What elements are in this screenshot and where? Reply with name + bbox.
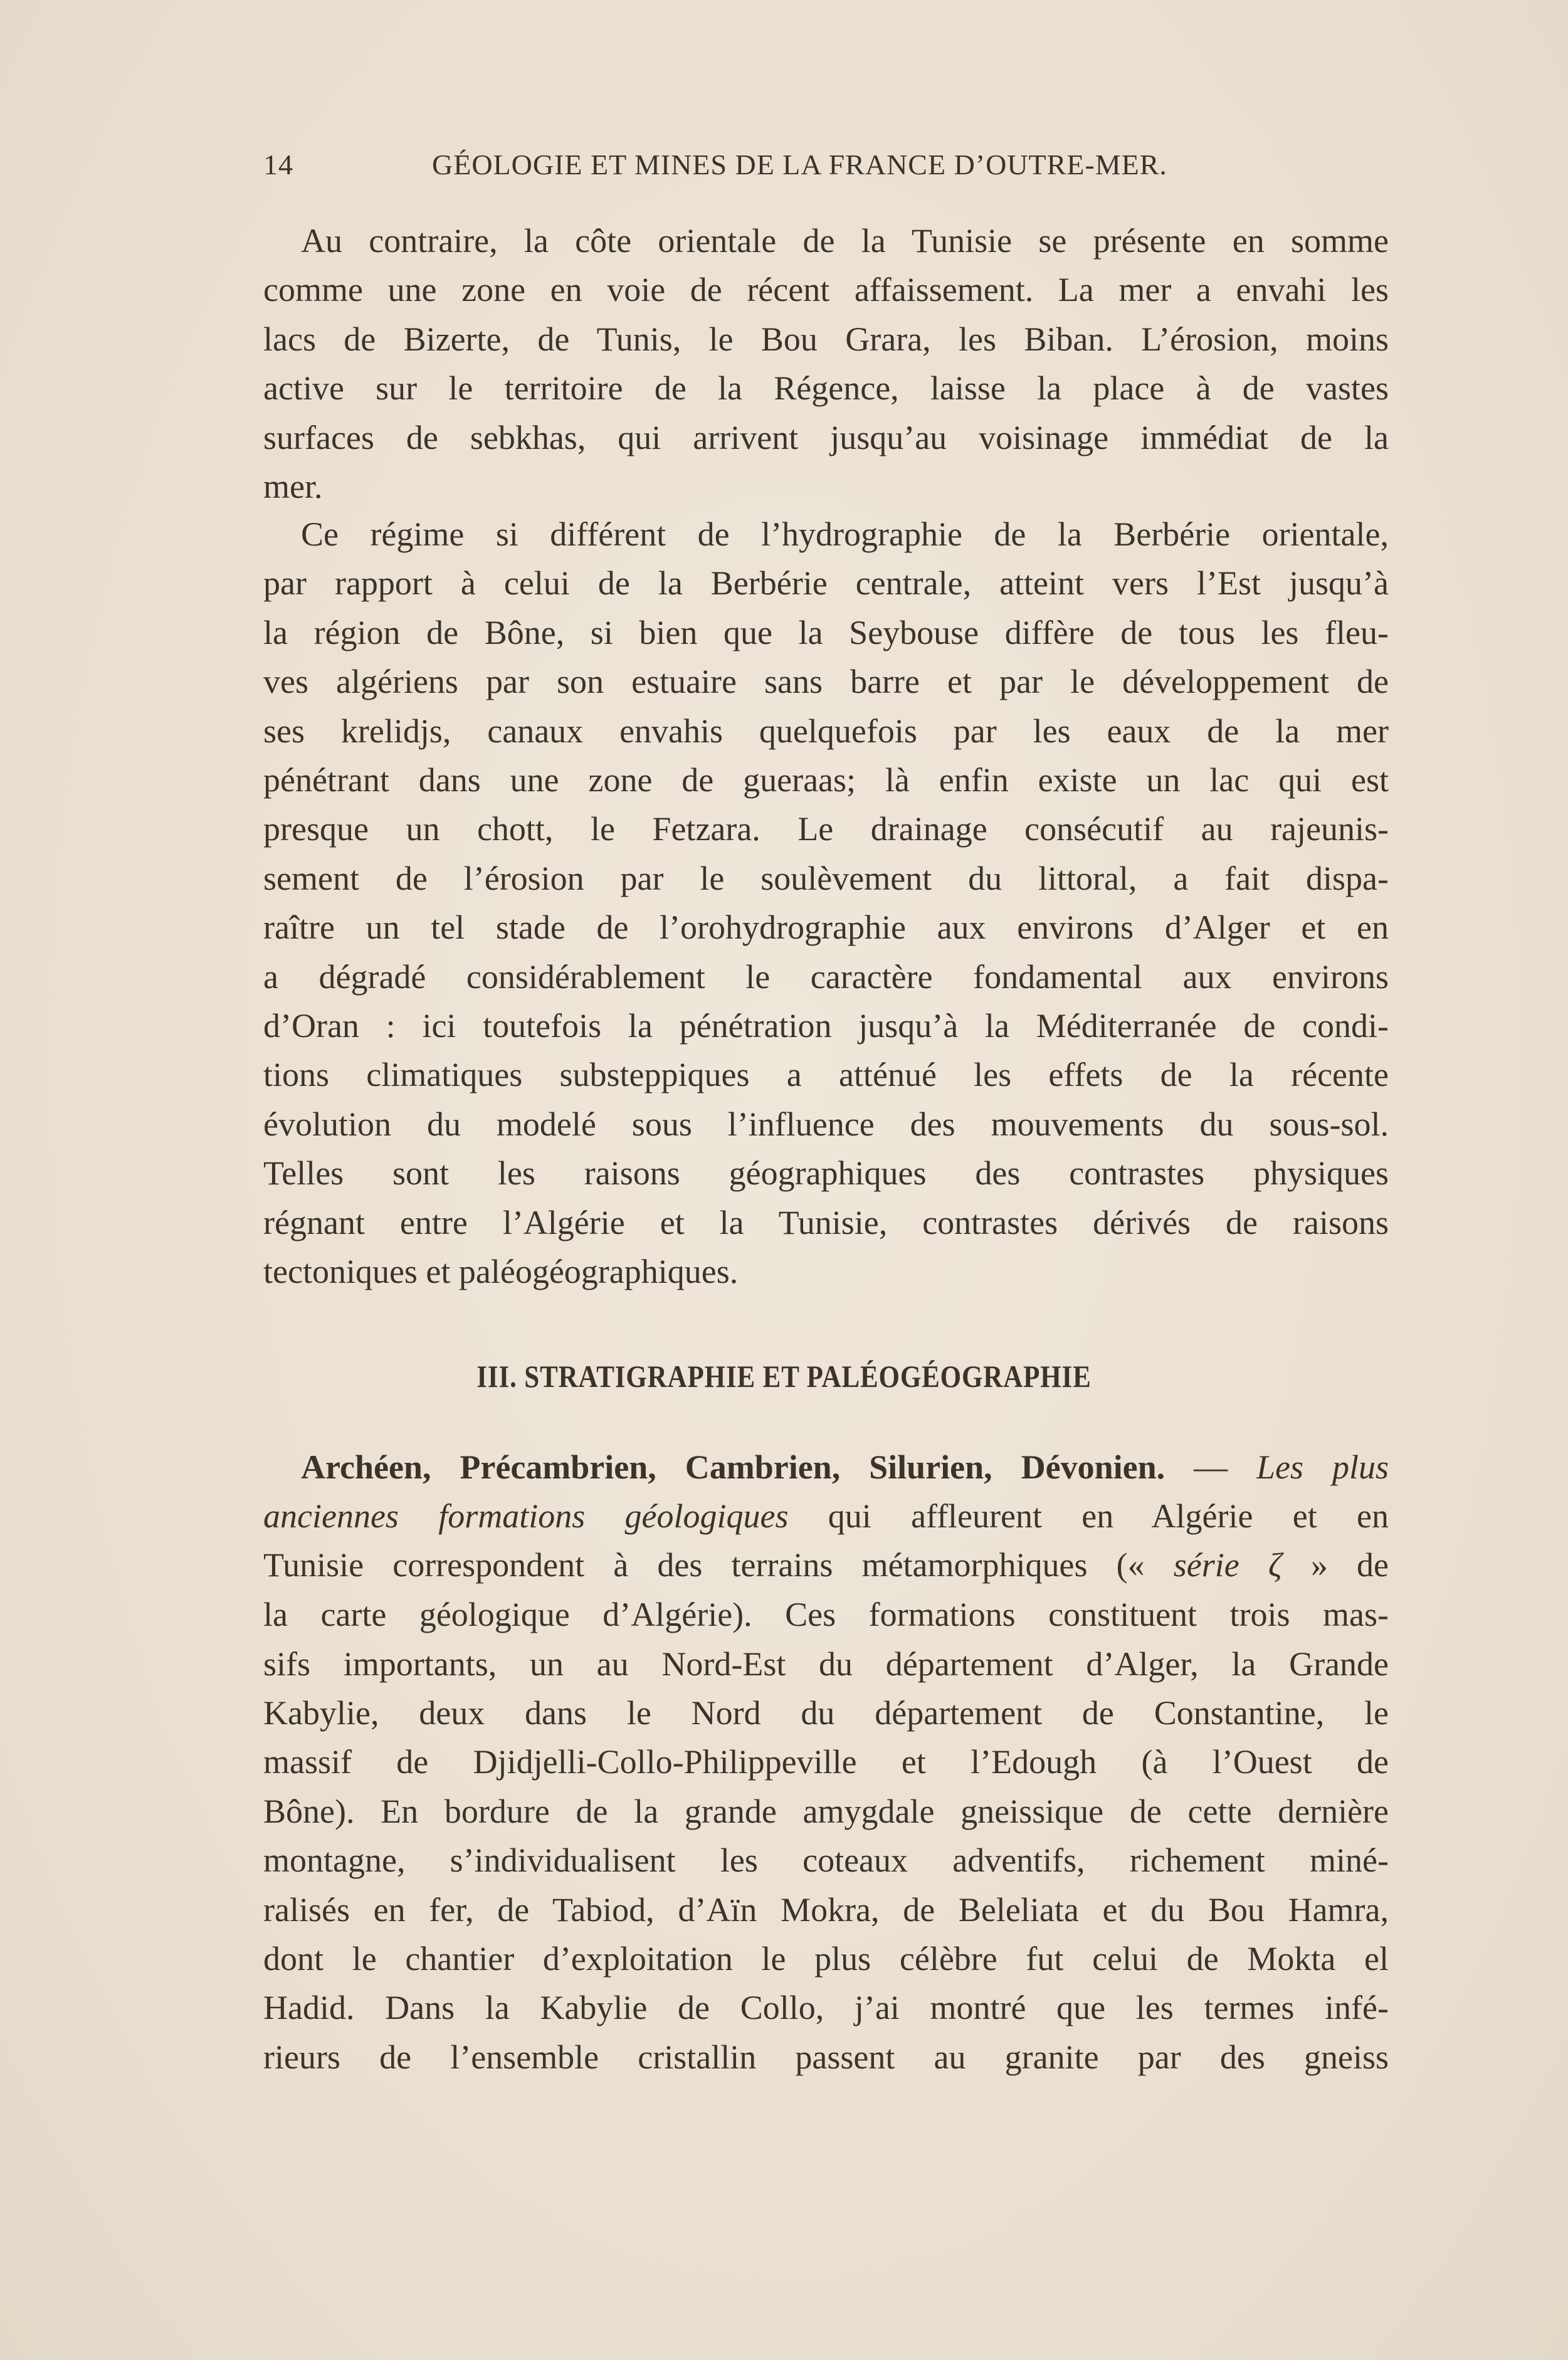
italic-text: série ζ [1173, 1546, 1282, 1584]
text-line: Ce régime si différent de l’hydrographie de la Berbérie orientale, [301, 515, 1389, 553]
text-line: la région de Bône, si bien que la Seybouse diffère de tous les fleu- [263, 613, 1389, 651]
italic-text: Les plus [1256, 1448, 1389, 1486]
text-line: montagne, s’individualisent les coteaux adventifs, richement miné- [263, 1841, 1389, 1880]
text-line: a dégradé considérablement le caractère fondamental aux environs [263, 957, 1389, 996]
text-line: tectoniques et paléogéographiques. [263, 1253, 739, 1290]
text-line: active sur le territoire de la Régence, laisse la place à de vastes [263, 369, 1389, 408]
text-line: rieurs de l’ensemble cristallin passent au granite par des gneiss [263, 2038, 1389, 2076]
text-line: sifs importants, un au Nord-Est du département d’Alger, la Grande [263, 1645, 1389, 1683]
text-line: pénétrant dans une zone de gueraas; là enfin existe un lac qui est [263, 761, 1389, 799]
text-line: Kabylie, deux dans le Nord du département de Constantine, le [263, 1694, 1389, 1732]
text-line: Bône). En bordure de la grande amygdale gneissique de cette dernière [263, 1792, 1389, 1830]
text-line: tions climatiques substeppiques a atténué les effets de la récente [263, 1056, 1389, 1094]
text-line: massif de Djidjelli-Collo-Philippeville et l’Edough (à l’Ouest de [263, 1743, 1389, 1781]
em-dash: — [1165, 1448, 1257, 1486]
section-heading: III. STRATIGRAPHIE ET PALÉOGÉOGRAPHIE [476, 1359, 1092, 1394]
text-line: comme une zone en voie de récent affaissement. La mer a envahi les [263, 271, 1389, 309]
text-run: » de [1281, 1546, 1389, 1584]
text-line: presque un chott, le Fetzara. Le drainage consécutif au rajeunis- [263, 810, 1389, 848]
running-title: GÉOLOGIE ET MINES DE LA FRANCE D’OUTRE-MER. [432, 149, 1167, 181]
text-line [263, 1543, 1389, 1587]
text-line: surfaces de sebkhas, qui arrivent jusqu’au voisinage immédiat de la [263, 418, 1389, 456]
text-line: lacs de Bizerte, de Tunis, le Bou Grara, les Biban. L’érosion, moins [263, 320, 1389, 358]
text-line: évolution du modelé sous l’influence des mouvements du sous-sol. [263, 1105, 1389, 1143]
text-line: par rapport à celui de la Berbérie centrale, atteint vers l’Est jusqu’à [263, 564, 1389, 603]
text-run: qui affleurent en Algérie et en [788, 1497, 1389, 1535]
text-line: ses krelidjs, canaux envahis quelquefois par les eaux de la mer [263, 712, 1389, 750]
italic-text: anciennes formations géologiques [263, 1497, 789, 1535]
text-line [301, 1445, 1389, 1489]
run-in-heading: Archéen, Précambrien, Cambrien, Silurien, Dévonien. [301, 1448, 1165, 1486]
text-line [263, 1494, 1389, 1538]
text-line: dont le chantier d’exploitation le plus célèbre fut celui de Mokta el [263, 1940, 1389, 1978]
page-number: 14 [263, 149, 293, 181]
text-line: Au contraire, la côte orientale de la Tunisie se présente en somme [301, 222, 1389, 260]
text-line: raître un tel stade de l’orohydrographie aux environs d’Alger et en [263, 909, 1389, 947]
text-line: Telles sont les raisons géographiques des contrastes physiques [263, 1154, 1389, 1193]
text-line: d’Oran : ici toutefois la pénétration jusqu’à la Méditerranée de condi- [263, 1007, 1389, 1045]
text-line: régnant entre l’Algérie et la Tunisie, contrastes dérivés de raisons [263, 1203, 1389, 1241]
text-line: Hadid. Dans la Kabylie de Collo, j’ai montré que les termes infé- [263, 1989, 1389, 2027]
text-line: ves algériens par son estuaire sans barre et par le développement de [263, 663, 1389, 701]
text-line: mer. [263, 468, 323, 505]
text-line: la carte géologique d’Algérie). Ces formations constituent trois mas- [263, 1596, 1389, 1634]
text-line: sement de l’érosion par le soulèvement du littoral, a fait dispa- [263, 859, 1389, 897]
text-run: Tunisie correspondent à des terrains métamorphiques (« [263, 1546, 1174, 1584]
text-line: ralisés en fer, de Tabiod, d’Aïn Mokra, de Beleliata et du Bou Hamra, [263, 1890, 1389, 1929]
